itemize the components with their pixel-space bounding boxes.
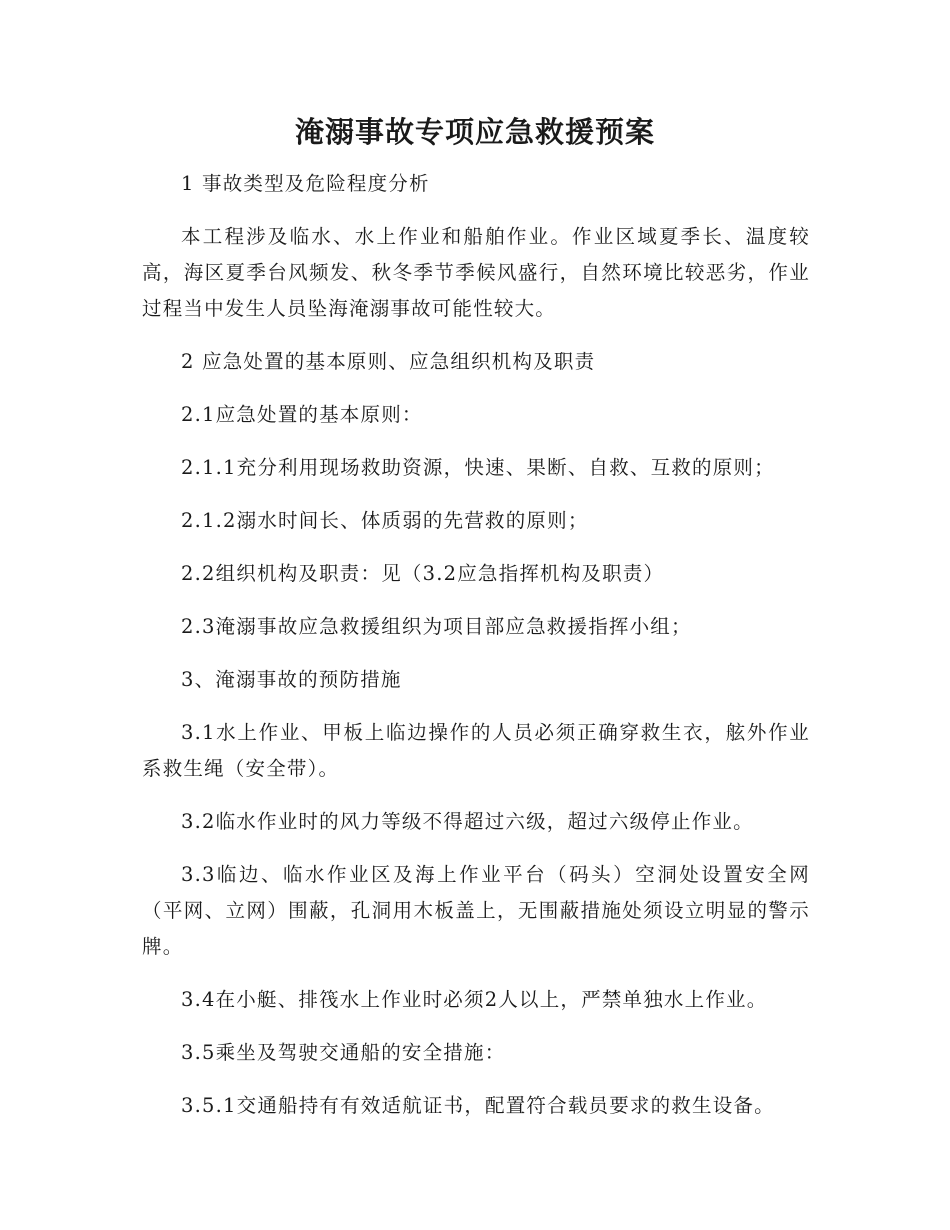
paragraph-3-1: 3.1水上作业、甲板上临边操作的人员必须正确穿救生衣，舷外作业系救生绳（安全带）。 [142,721,810,780]
section-heading-1: 1 事故类型及危险程度分析 [181,172,430,195]
paragraph-2-2: 2.2组织机构及职责：见（3.2应急指挥机构及职责） [181,562,665,585]
paragraph-2-3: 2.3淹溺事故应急救援组织为项目部应急救援指挥小组； [181,615,692,638]
paragraph-hazard-analysis: 本工程涉及临水、水上作业和船舶作业。作业区域夏季长、温度较高，海区夏季台风频发、秋冬季节季候风盛行，自然环境比较恶劣，作业过程当中发生人员坠海淹溺事故可能性较大。 [142,225,810,320]
paragraph-3-3: 3.3临边、临水作业区及海上作业平台（码头）空洞处设置安全网（平网、立网）围蔽，孔洞用木板盖上，无围蔽措施处须设立明显的警示牌。 [142,863,810,958]
paragraph-2-1-1: 2.1.1充分利用现场救助资源，快速、果断、自救、互救的原则； [181,456,775,479]
paragraph-2-1: 2.1应急处置的基本原则： [181,403,423,426]
section-heading-3: 3、淹溺事故的预防措施 [181,668,402,691]
document-title: 淹溺事故专项应急救援预案 [294,115,655,149]
paragraph-3-5-1: 3.5.1交通船持有有效适航证书，配置符合载员要求的救生设备。 [181,1094,775,1117]
paragraph-3-2: 3.2临水作业时的风力等级不得超过六级，超过六级停止作业。 [181,810,754,833]
section-heading-2: 2 应急处置的基本原则、应急组织机构及职责 [181,350,596,373]
paragraph-3-4: 3.4在小艇、排筏水上作业时必须2人以上，严禁单独水上作业。 [181,988,768,1011]
paragraph-3-5: 3.5乘坐及驾驶交通船的安全措施： [181,1041,506,1064]
document-body [142,166,810,1141]
paragraph-2-1-2: 2.1.2溺水时间长、体质弱的先营救的原则； [181,509,589,532]
